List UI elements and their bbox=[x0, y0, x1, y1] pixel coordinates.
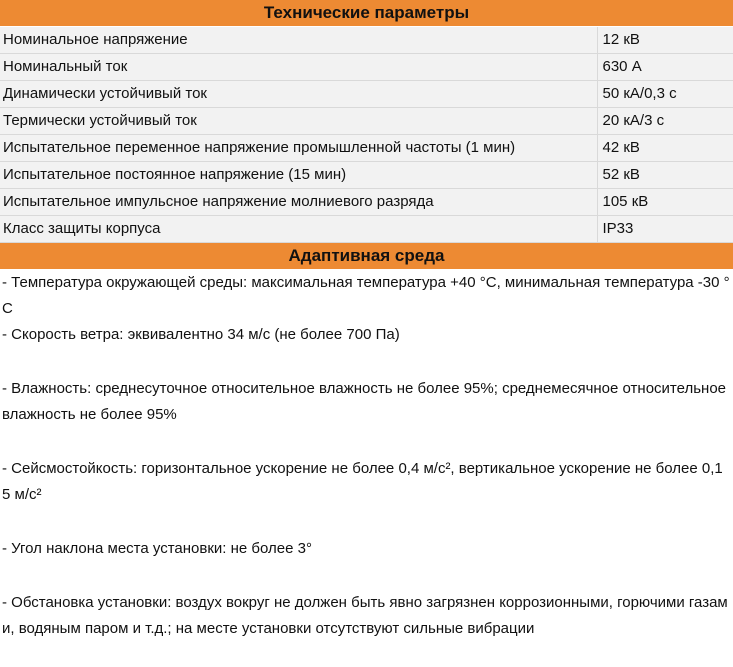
param-name: Номинальный ток bbox=[0, 54, 597, 81]
param-name: Динамически устойчивый ток bbox=[0, 81, 597, 108]
table-row bbox=[0, 189, 733, 216]
param-value: IP33 bbox=[597, 216, 733, 243]
param-name: Испытательное переменное напряжение промышленной частоты (1 мин) bbox=[0, 135, 597, 162]
param-value: 12 кВ bbox=[597, 27, 733, 54]
env-item-humidity: - Влажность: среднесуточное относительное влажность не более 95%; среднемесячное относительное влажность не более 95% bbox=[2, 380, 726, 423]
param-value: 20 кА/3 с bbox=[597, 108, 733, 135]
table-row bbox=[0, 27, 733, 54]
param-value: 50 кА/0,3 с bbox=[597, 81, 733, 108]
table-row bbox=[0, 162, 733, 189]
env-item-temperature: - Температура окружающей среды: максимальная температура +40 °C, минимальная температура -30 °C bbox=[2, 274, 730, 317]
param-value: 42 кВ bbox=[597, 135, 733, 162]
table-row bbox=[0, 108, 733, 135]
param-name: Термически устойчивый ток bbox=[0, 108, 597, 135]
param-name: Номинальное напряжение bbox=[0, 27, 597, 54]
env-item-wind: - Скорость ветра: эквивалентно 34 м/с (не более 700 Па) bbox=[2, 326, 400, 343]
tech-params-header bbox=[0, 0, 733, 27]
environment-title: Адаптивная среда bbox=[288, 246, 445, 265]
table-row bbox=[0, 54, 733, 81]
env-item-installation: - Обстановка установки: воздух вокруг не должен быть явно загрязнен коррозионными, горючими газами, водяным паром и т.д.; на месте установки отсутствуют сильные вибрации bbox=[2, 594, 728, 637]
env-item-seismic: - Сейсмостойкость: горизонтальное ускорение не более 0,4 м/с², вертикальное ускорение не более 0,15 м/с² bbox=[2, 460, 723, 503]
environment-header bbox=[0, 243, 733, 270]
param-name: Испытательное постоянное напряжение (15 мин) bbox=[0, 162, 597, 189]
param-value: 630 А bbox=[597, 54, 733, 81]
table-row bbox=[0, 216, 733, 243]
param-name: Испытательное импульсное напряжение молниевого разряда bbox=[0, 189, 597, 216]
env-item-tilt: - Угол наклона места установки: не более 3° bbox=[2, 540, 312, 557]
tech-params-title: Технические параметры bbox=[263, 3, 470, 22]
environment-list bbox=[0, 270, 733, 642]
param-value: 105 кВ bbox=[597, 189, 733, 216]
table-row bbox=[0, 81, 733, 108]
param-value: 52 кВ bbox=[597, 162, 733, 189]
param-name: Класс защиты корпуса bbox=[0, 216, 597, 243]
tech-params-table bbox=[0, 27, 733, 243]
table-row bbox=[0, 135, 733, 162]
